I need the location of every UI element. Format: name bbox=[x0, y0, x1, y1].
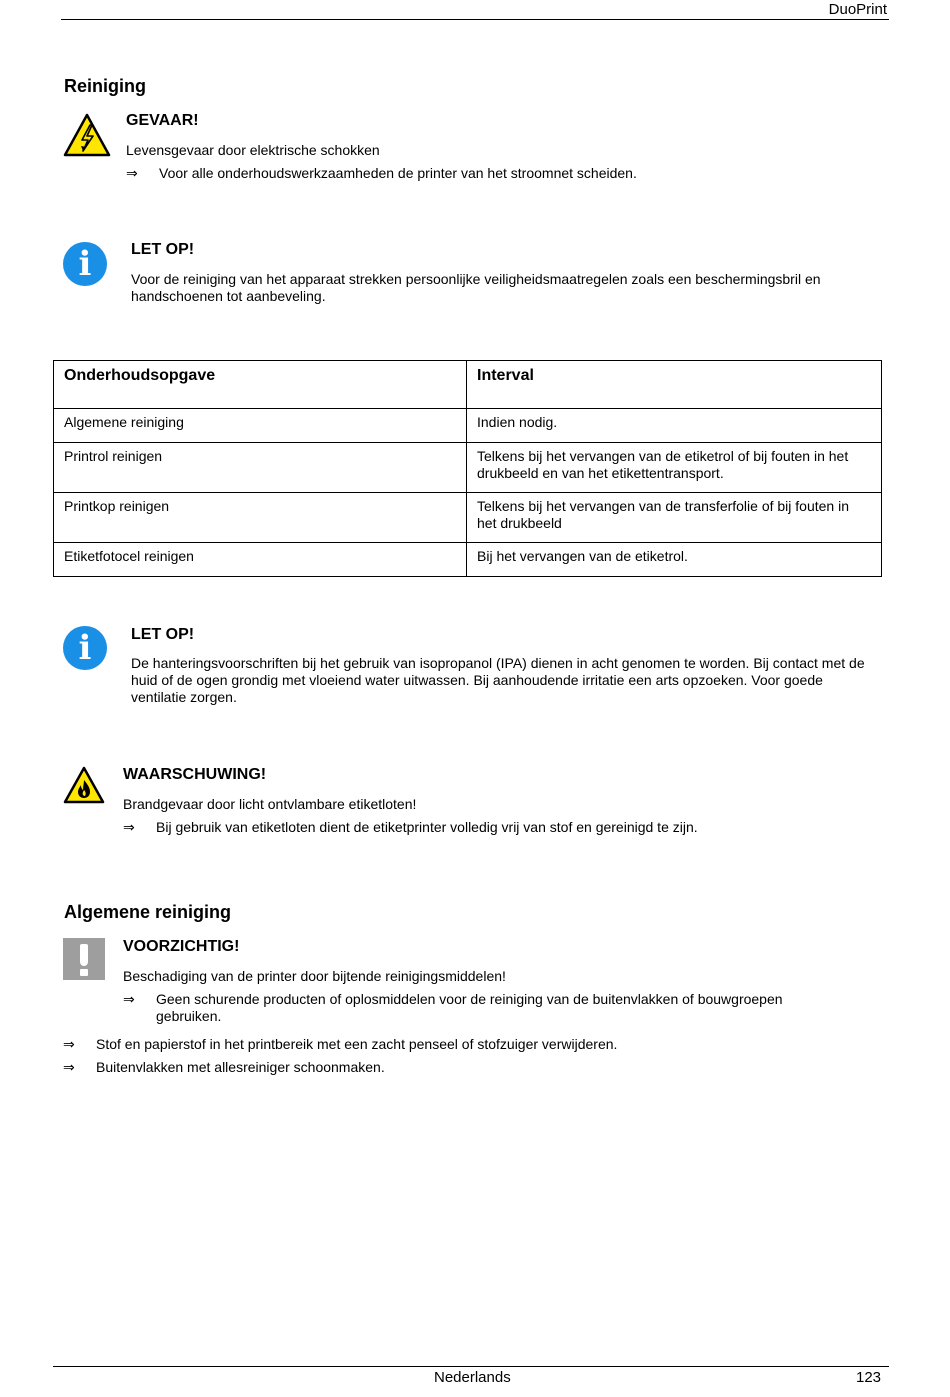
info-icon: i bbox=[63, 626, 107, 670]
step-item: Buitenvlakken met allesreiniger schoonmaken. bbox=[96, 1059, 385, 1075]
table-row bbox=[54, 443, 882, 493]
table-row bbox=[54, 409, 882, 443]
section-title-reiniging: Reiniging bbox=[64, 76, 146, 96]
arrow-icon: ⇒ bbox=[63, 1036, 75, 1052]
arrow-icon: ⇒ bbox=[123, 819, 135, 835]
arrow-icon: ⇒ bbox=[63, 1059, 75, 1075]
table-header-row bbox=[54, 361, 882, 409]
note2-text: De hanteringsvoorschriften bij het gebruik van isopropanol (IPA) dienen in acht genomen te worden. Bij contact met de huid of de ogen grondig met vloeiend water uitwassen. Bij aanhoudende irritatie een arts opzoeken. Voor goede ventilatie zorgen. bbox=[131, 655, 865, 705]
table-cell-task: Etiketfotocel reinigen bbox=[54, 543, 467, 577]
table-cell-task: Algemene reiniging bbox=[54, 409, 467, 443]
footer-page-number: 123 bbox=[856, 1369, 882, 1386]
maintenance-table bbox=[53, 360, 882, 577]
warning-text: Brandgevaar door licht ontvlambare etiketloten! bbox=[123, 796, 417, 812]
warning-step: Bij gebruik van etiketloten dient de etiketprinter volledig vrij van stof en gereinigd te zijn. bbox=[156, 819, 698, 835]
header-rule bbox=[61, 19, 889, 20]
danger-step: Voor alle onderhoudswerkzaamheden de printer van het stroomnet scheiden. bbox=[159, 165, 637, 181]
table-cell-interval: Telkens bij het vervangen van de etiketrol of bij fouten in het drukbeeld en van het etikettentransport. bbox=[467, 443, 882, 493]
table-cell-interval: Telkens bij het vervangen van de transferfolie of bij fouten in het drukbeeld bbox=[467, 493, 882, 543]
warning-title: WAARSCHUWING! bbox=[123, 766, 267, 783]
caution-step: Geen schurende producten of oplosmiddelen voor de reiniging van de buitenvlakken of bouwgroepen gebruiken. bbox=[156, 991, 783, 1024]
caution-text: Beschadiging van de printer door bijtende reinigingsmiddelen! bbox=[123, 968, 506, 984]
footer-rule bbox=[53, 1366, 889, 1367]
table-row bbox=[54, 543, 882, 577]
table-header-interval: Interval bbox=[467, 361, 882, 409]
header-product: DuoPrint bbox=[828, 1, 887, 18]
table-row bbox=[54, 493, 882, 543]
danger-text: Levensgevaar door elektrische schokken bbox=[126, 142, 380, 158]
arrow-icon: ⇒ bbox=[123, 991, 135, 1007]
electric-shock-warning-icon bbox=[63, 113, 111, 157]
arrow-icon: ⇒ bbox=[126, 165, 138, 181]
note1-title: LET OP! bbox=[131, 241, 195, 258]
table-cell-interval: Bij het vervangen van de etiketrol. bbox=[467, 543, 882, 577]
note1-text: Voor de reiniging van het apparaat strekken persoonlijke veiligheidsmaatregelen zoals een beschermingsbril en handschoenen tot aanbeveling. bbox=[131, 271, 821, 304]
fire-hazard-icon bbox=[63, 766, 105, 804]
danger-title: GEVAAR! bbox=[126, 112, 199, 129]
table-cell-task: Printkop reinigen bbox=[54, 493, 467, 543]
table-cell-task: Printrol reinigen bbox=[54, 443, 467, 493]
table-cell-interval: Indien nodig. bbox=[467, 409, 882, 443]
caution-title: VOORZICHTIG! bbox=[123, 938, 240, 955]
note2-title: LET OP! bbox=[131, 626, 195, 643]
info-icon: i bbox=[63, 242, 107, 286]
table-header-task: Onderhoudsopgave bbox=[54, 361, 467, 409]
section-title-algemene-reiniging: Algemene reiniging bbox=[64, 902, 232, 922]
exclamation-icon bbox=[63, 938, 105, 980]
footer-language: Nederlands bbox=[434, 1369, 511, 1386]
step-item: Stof en papierstof in het printbereik met een zacht penseel of stofzuiger verwijderen. bbox=[96, 1036, 618, 1052]
